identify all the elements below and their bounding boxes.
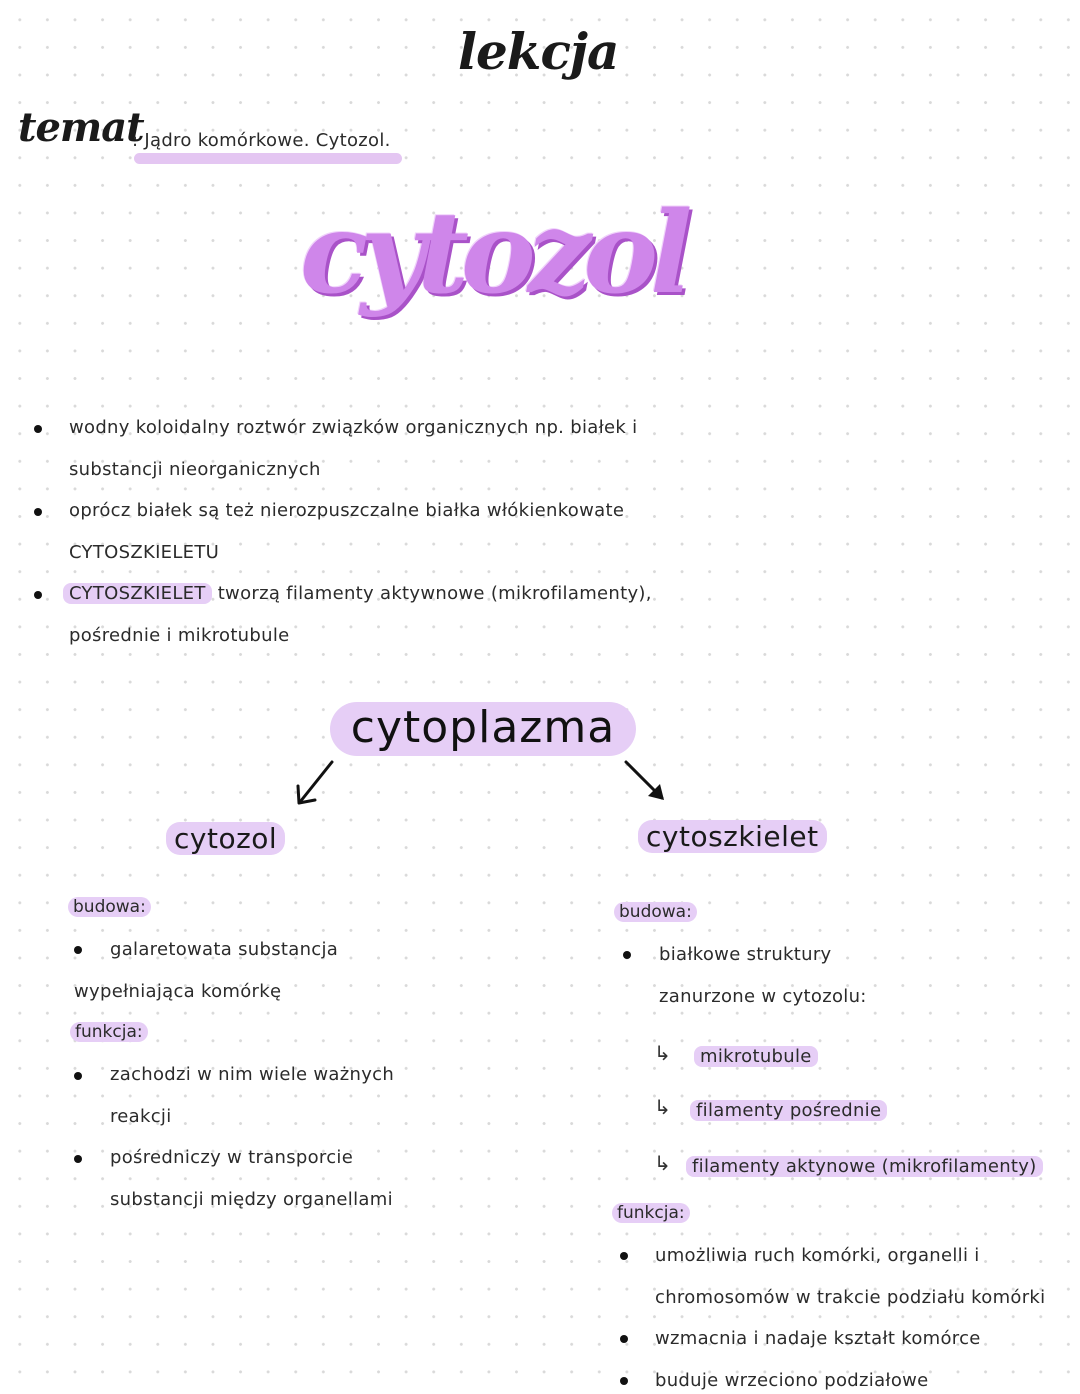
turn-right-arrow-icon: ↳ (654, 1095, 671, 1119)
arrow-down-left-icon (290, 756, 340, 810)
left-budowa-label (68, 897, 151, 917)
left-budowa-line2: wypełniająca komórkę (74, 981, 282, 1002)
right-funkcja-label-text: funkcja: (612, 1203, 690, 1223)
left-funkcja-1-line2: reakcji (110, 1106, 172, 1127)
diagram-root: cytoplazma (330, 702, 636, 756)
right-funkcja-1-line1: umożliwia ruch komórki, organelli i (655, 1245, 980, 1266)
component-text: filamenty aktynowe (mikrofilamenty) (686, 1156, 1043, 1177)
right-funkcja-1-line2: chromosomów w trakcie podziału komórki (655, 1287, 1046, 1308)
right-branch-title-text: cytoszkielet (638, 820, 827, 853)
bullet-1-line2: substancji nieorganicznych (69, 459, 321, 480)
left-branch-title-text: cytozol (166, 822, 285, 855)
left-funkcja-label-text: funkcja: (70, 1022, 148, 1042)
bullet-dot (623, 951, 631, 959)
left-budowa-label-text: budowa: (68, 897, 151, 917)
left-funkcja-2-line1: pośredniczy w transporcie (110, 1147, 354, 1168)
bullet-dot (34, 591, 42, 599)
bullet-dot (74, 1072, 82, 1080)
right-funkcja-3: buduje wrzeciono podziałowe (655, 1370, 929, 1391)
component-text: mikrotubule (694, 1046, 818, 1067)
bullet-dot (34, 425, 42, 433)
left-budowa-line1: galaretowata substancja (110, 939, 339, 960)
left-funkcja-1-line1: zachodzi w nim wiele ważnych (110, 1064, 395, 1085)
bullet-3-text: tworzą filamenty aktywnowe (mikrofilamenty), (217, 583, 652, 604)
turn-right-arrow-icon: ↳ (654, 1151, 671, 1175)
right-branch-title (638, 820, 827, 853)
bullet-dot (620, 1377, 628, 1385)
right-budowa-label-text: budowa: (614, 902, 697, 922)
right-funkcja-2: wzmacnia i nadaje kształt komórce (655, 1328, 981, 1349)
lesson-title: lekcja (458, 22, 619, 81)
topic-text: : Jądro komórkowe. Cytozol. (132, 130, 391, 151)
right-budowa-line1: białkowe struktury (659, 944, 832, 965)
left-funkcja-2-line2: substancji między organellami (110, 1189, 393, 1210)
right-funkcja-label (612, 1203, 690, 1223)
bullet-2-line2: CYTOSZKIELETU (69, 542, 220, 563)
topic-underline (134, 153, 402, 164)
component-intermediate (690, 1100, 887, 1121)
turn-right-arrow-icon: ↳ (654, 1041, 671, 1065)
bullet-1-line1: wodny koloidalny roztwór związków organicznych np. białek i (69, 417, 638, 438)
bullet-dot (620, 1252, 628, 1260)
bullet-3-line2: pośrednie i mikrotubule (69, 625, 290, 646)
topic-label: temat (18, 104, 144, 151)
bullet-dot (620, 1335, 628, 1343)
arrow-down-right-icon (618, 756, 672, 806)
bullet-dot (74, 1155, 82, 1163)
section-heading: cytozol (300, 188, 685, 319)
right-budowa-label (614, 902, 697, 922)
bullet-3-line1 (63, 583, 652, 604)
left-branch-title (166, 822, 285, 855)
bullet-dot (34, 508, 42, 516)
component-mikrotubule (694, 1046, 818, 1067)
component-actin (686, 1156, 1043, 1177)
left-funkcja-label (70, 1022, 148, 1042)
bullet-2-line1: oprócz białek są też nierozpuszczalne białka włókienkowate (69, 500, 625, 521)
right-budowa-line2: zanurzone w cytozolu: (659, 986, 867, 1007)
component-text: filamenty pośrednie (690, 1100, 887, 1121)
cytoskeleton-highlight: CYTOSZKIELET (63, 583, 212, 604)
bullet-dot (74, 946, 82, 954)
